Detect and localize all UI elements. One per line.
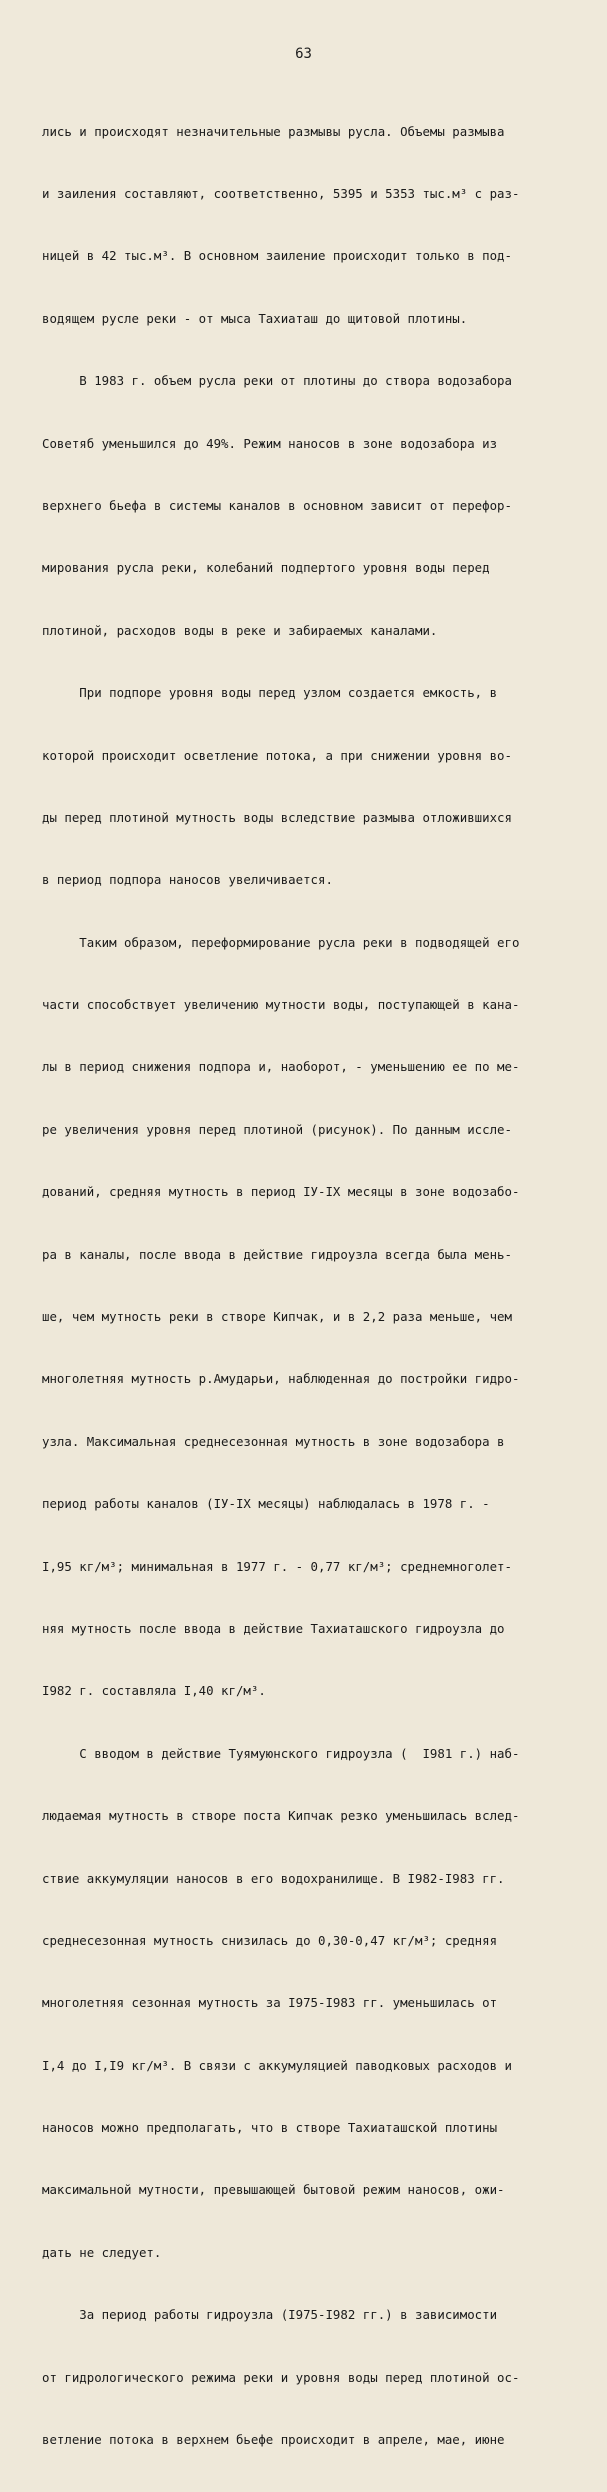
text-line: В 1983 г. объем русла реки от плотины до створа водозабора — [42, 373, 512, 389]
text-line: период работы каналов (IУ-IX месяцы) наблюдалась в 1978 г. - — [42, 1496, 490, 1512]
text-line: лись и происходят незначительные размывы русла. Объемы размыва — [42, 123, 505, 139]
text-line: дований, средняя мутность в период IУ-IX месяцы в зоне водозабо- — [42, 1184, 520, 1200]
text-line: от гидрологического режима реки и уровня воды перед плотиной ос- — [42, 2369, 520, 2385]
text-line: максимальной мутности, превышающей бытовой режим наносов, ожи- — [42, 2182, 505, 2198]
text-line: людаемая мутность в створе поста Кипчак резко уменьшилась вслед- — [42, 1808, 520, 1824]
text-line: ра в каналы, после ввода в действие гидроузла всегда была мень- — [42, 1246, 512, 1262]
text-line: в период подпора наносов увеличивается. — [42, 872, 333, 888]
text-line: I,95 кг/м³; минимальная в 1977 г. - 0,77 кг/м³; среднемноголет- — [42, 1558, 512, 1574]
text-line: ветление потока в верхнем бьефе происходит в апреле, мае, июне — [42, 2432, 505, 2448]
text-line: среднесезонная мутность снизилась до 0,30-0,47 кг/м³; средняя — [42, 1932, 498, 1948]
text-line: узла. Максимальная среднесезонная мутность в зоне водозабора в — [42, 1433, 505, 1449]
text-line: ницей в 42 тыс.м³. В основном заиление происходит только в под- — [42, 248, 512, 264]
text-line: которой происходит осветление потока, а при снижении уровня во- — [42, 747, 512, 763]
text-line: При подпоре уровня воды перед узлом создается емкость, в — [42, 685, 498, 701]
text-line: няя мутность после ввода в действие Тахиаташского гидроузла до — [42, 1620, 505, 1636]
text-line: ре увеличения уровня перед плотиной (рисунок). По данным иссле- — [42, 1121, 512, 1137]
text-line: За период работы гидроузла (I975-I982 гг.) в зависимости — [42, 2307, 498, 2323]
text-line: и заиления составляют, соответственно, 5395 и 5353 тыс.м³ с раз- — [42, 185, 520, 201]
text-line: части способствует увеличению мутности воды, поступающей в кана- — [42, 997, 520, 1013]
page-number: 63 — [295, 46, 312, 62]
text-line: I,4 до I,I9 кг/м³. В связи с аккумуляцией паводковых расходов и — [42, 2057, 512, 2073]
text-line: Советяб уменьшился до 49%. Режим наносов в зоне водозабора из — [42, 435, 498, 451]
text-line: лы в период снижения подпора и, наоборот, - уменьшению ее по ме- — [42, 1059, 520, 1075]
text-line: наносов можно предполагать, что в створе Тахиаташской плотины — [42, 2120, 498, 2136]
text-line: ды перед плотиной мутность воды вследствие размыва отложившихся — [42, 809, 512, 825]
text-line: верхнего бьефа в системы каналов в основном зависит от перефор- — [42, 497, 512, 513]
text-line: дать не следует. — [42, 2244, 162, 2260]
text-line: плотиной, расходов воды в реке и забираемых каналами. — [42, 622, 438, 638]
text-line: многолетняя сезонная мутность за I975-I983 гг. уменьшилась от — [42, 1995, 498, 2011]
text-line: мирования русла реки, колебаний подпертого уровня воды перед — [42, 560, 490, 576]
text-line: многолетняя мутность р.Амударьи, наблюденная до постройки гидро- — [42, 1371, 520, 1387]
body-text — [42, 80, 580, 2492]
text-line: С вводом в действие Туямуюнского гидроузла ( I981 г.) наб- — [42, 1745, 520, 1761]
text-line: водящем русле реки - от мыса Тахиаташ до щитовой плотины. — [42, 310, 468, 326]
text-line: I982 г. составляла I,40 кг/м³. — [42, 1683, 266, 1699]
text-line: ствие аккумуляции наносов в его водохранилище. В I982-I983 гг. — [42, 1870, 505, 1886]
text-line: ше, чем мутность реки в створе Кипчак, и в 2,2 раза меньше, чем — [42, 1309, 512, 1325]
text-line: Таким образом, переформирование русла реки в подводящей его — [42, 934, 520, 950]
